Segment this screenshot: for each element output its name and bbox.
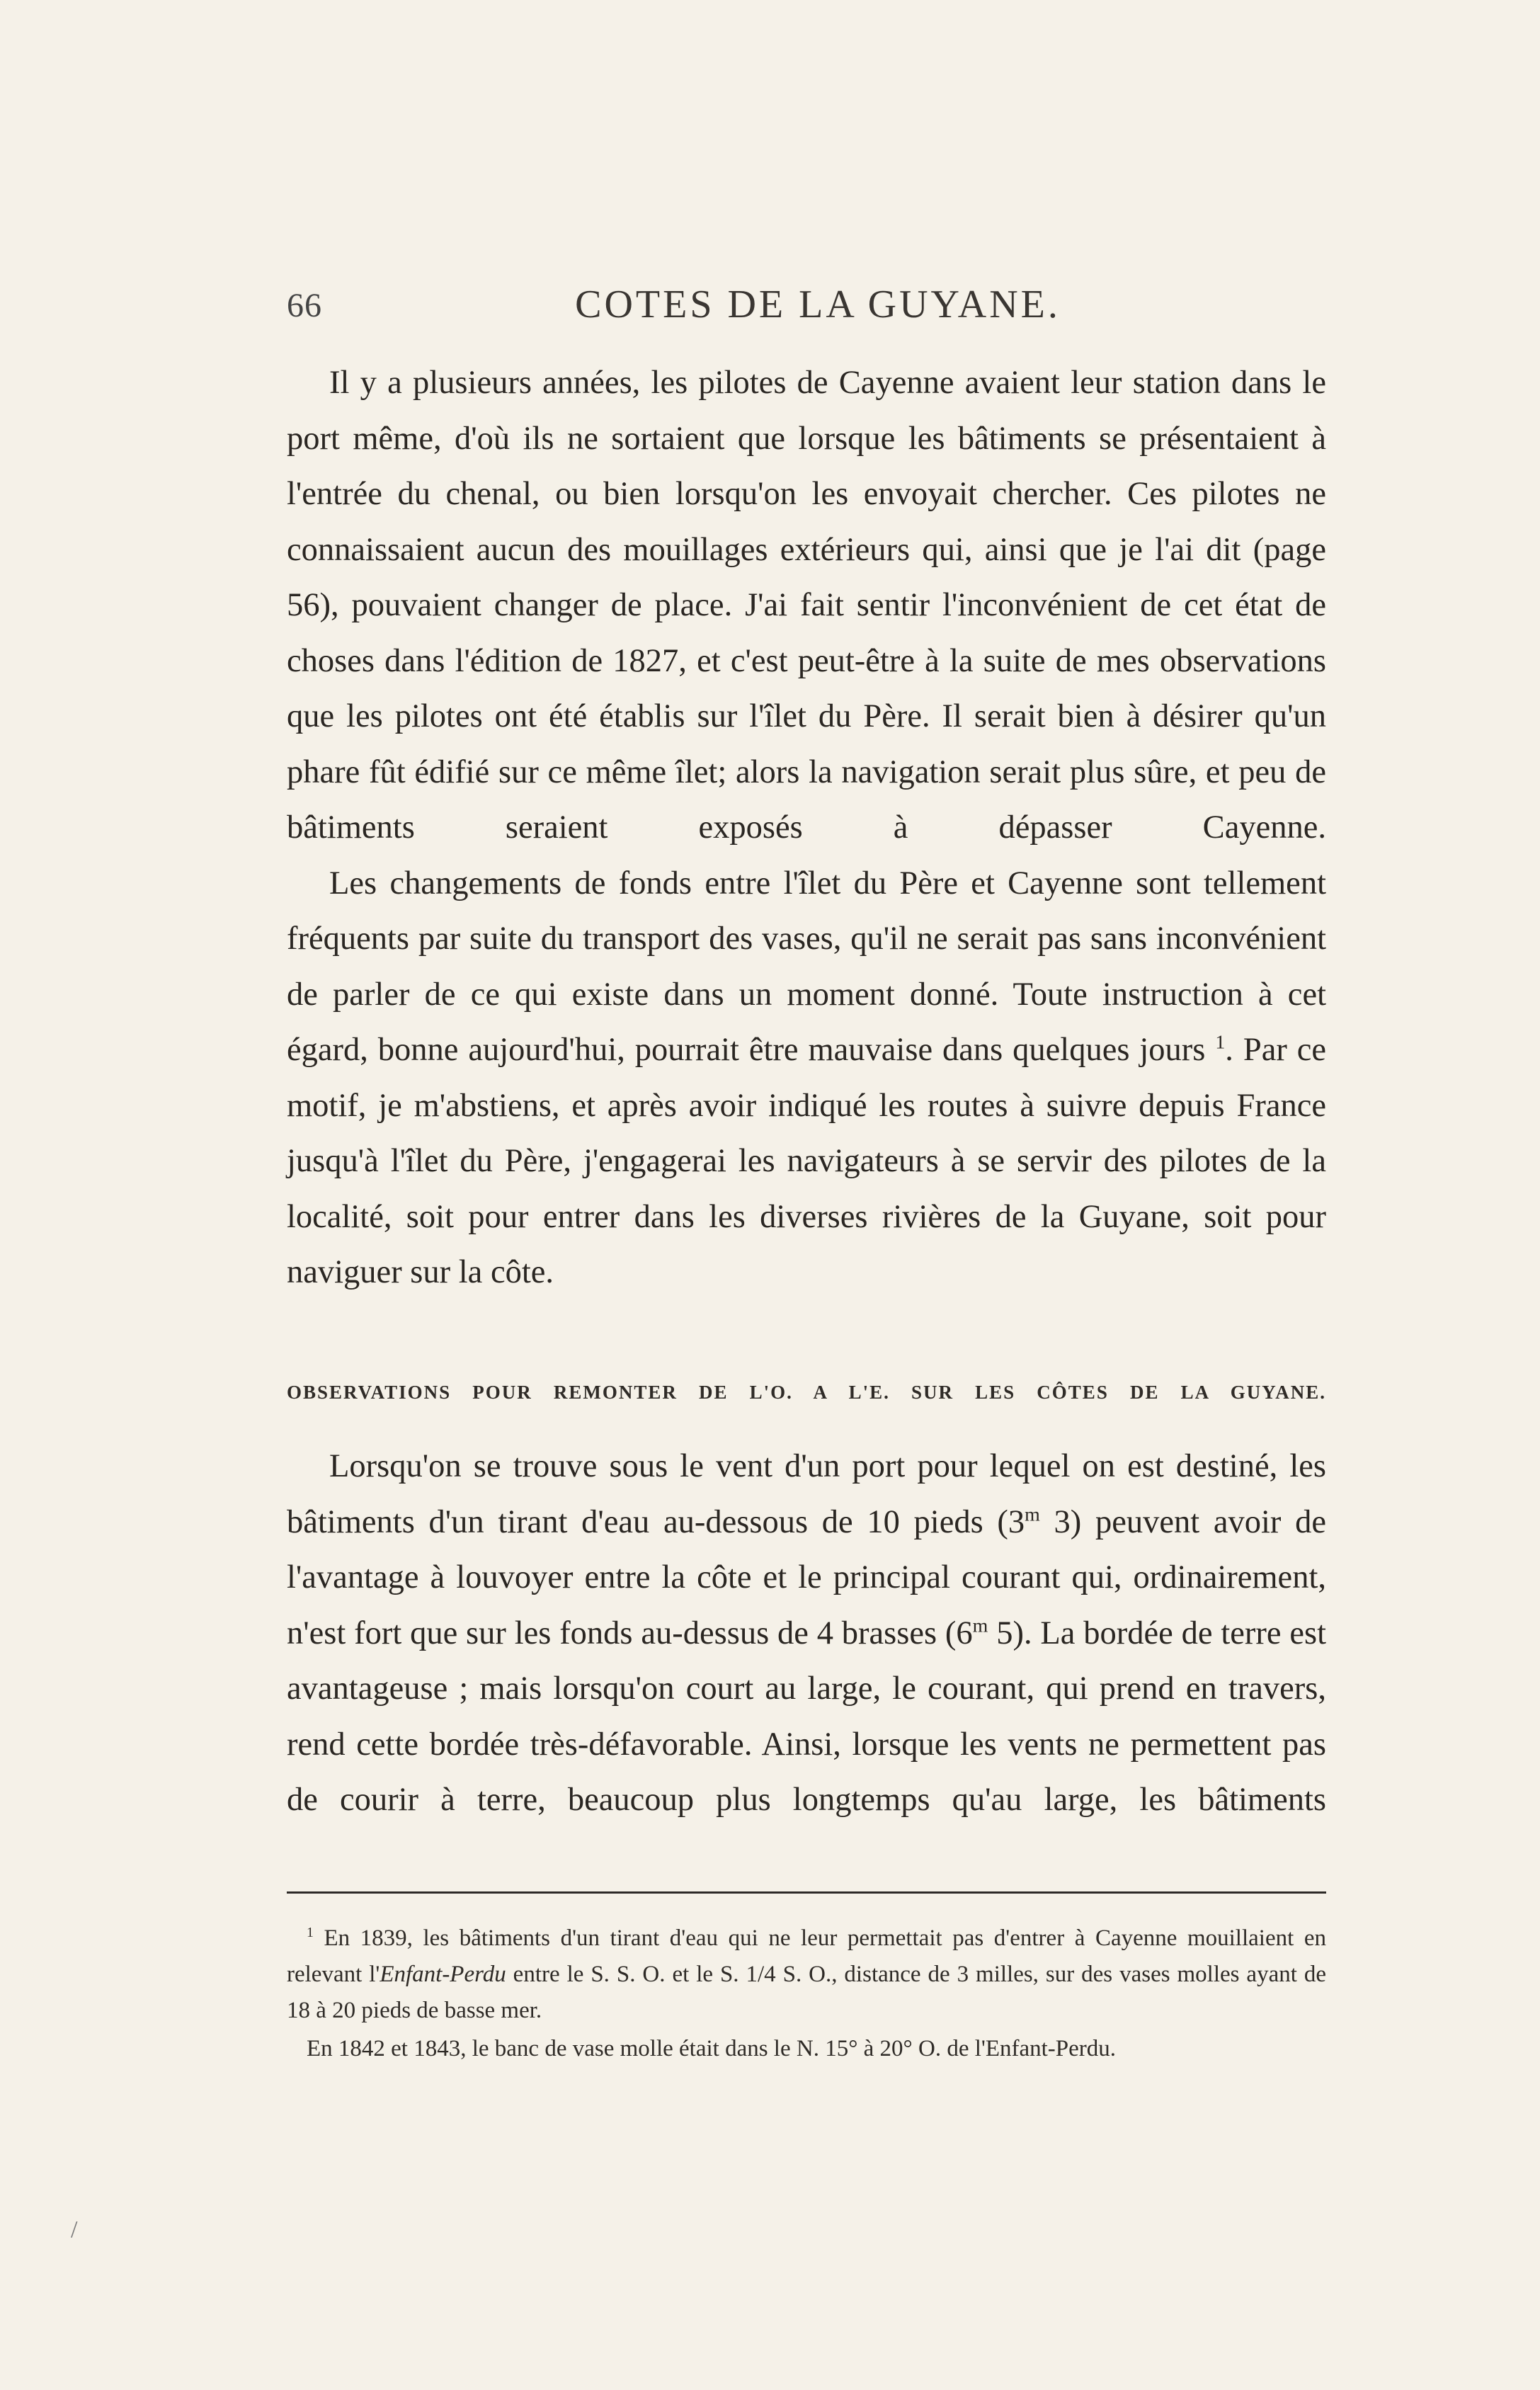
section-heading: OBSERVATIONS POUR REMONTER DE L'O. A L'E. SUR LES CÔTES DE LA GUYANE. — [287, 1382, 1326, 1403]
footnote-2: En 1842 et 1843, le banc de vase molle était dans le N. 15° à 20° O. de l'Enfant-Perdu. — [307, 2036, 1117, 2061]
footnote-1-text-b: entre le S. S. O. et le S. 1/4 S. O., distance de 3 milles, sur des vases molles ayant de 18 à 20 pieds de basse mer. — [287, 1962, 1326, 2023]
main-text — [287, 355, 1326, 1301]
section-text — [287, 1439, 1326, 1828]
paragraph-2-text-a: Les changements de fonds entre l'îlet du Père et Cayenne sont tellement fréquents par suite du transport des vases, qu'il ne serait pas sans inconvénient de parler de ce qui existe dans un moment donné. Toute instruction à cet égard, bonne aujourd'hui, pourrait être mauvaise dans quelques jours — [287, 865, 1326, 1068]
footnote-divider — [287, 1891, 1326, 1894]
unit-superscript: m — [972, 1615, 988, 1637]
running-title: COTES DE LA GUYANE. — [575, 283, 1061, 326]
footnotes — [287, 1920, 1326, 2067]
footnote-1-place-name: Enfant-Perdu — [380, 1962, 506, 1987]
section-text-c: 5). La bordée de terre est avantageuse ; mais lorsqu'on court au large, le courant, qui prend en travers, rend cette bordée très-défavorable. Ainsi, lorsque les vents ne permettent pas de courir à terre, beaucoup plus longtemps qu'au large, les bâtiments — [287, 1615, 1326, 1818]
paragraph-1: Il y a plusieurs années, les pilotes de Cayenne avaient leur station dans le port même, d'où ils ne sortaient que lorsque les bâtiments se présentaient à l'entrée du chenal, ou bien lorsqu'on les envoyait chercher. Ces pilotes ne connaissaient aucun des mouillages extérieurs qui, ainsi que je l'ai dit (page 56), pouvaient changer de place. J'ai fait sentir l'inconvénient de cet état de choses dans l'édition de 1827, et c'est peut-être à la suite de mes observations que les pilotes ont été établis sur l'îlet du Père. Il serait bien à désirer qu'un phare fût édifié sur ce même îlet; alors la navigation serait plus sûre, et peu de bâtiments seraient exposés à dépasser Cayenne. — [287, 365, 1326, 846]
footnote-1 — [287, 1920, 1326, 2029]
footnote-reference[interactable]: 1 — [1215, 1031, 1226, 1054]
section-paragraph — [287, 1439, 1326, 1828]
paragraph-2 — [287, 856, 1326, 1301]
unit-superscript: m — [1025, 1503, 1040, 1525]
footnote-1-text-a: En 1839, les bâtiments d'un tirant d'eau qui ne leur permettait pas d'entrer à Cayenne mouillaient en relevant l' — [287, 1925, 1326, 1987]
paragraph-2-text-b: . Par ce motif, je m'abstiens, et après avoir indiqué les routes à suivre depuis France jusqu'à l'îlet du Père, j'engagerai les navigateurs à se servir des pilotes de la localité, soit pour entrer dans les diverses rivières de la Guyane, soit pour naviguer sur la côte. — [287, 1032, 1327, 1290]
footnote-marker: 1 — [307, 1925, 314, 1940]
section-text-b: 3) peuvent avoir de l'avantage à louvoyer entre la côte et le principal courant qui, ordinairement, n'est fort que sur les fonds au-dessus de 4 brasses (6 — [287, 1503, 1326, 1651]
page-header — [287, 282, 1349, 331]
page-number: 66 — [287, 287, 322, 324]
margin-mark: / — [71, 2217, 78, 2243]
section-text-a: Lorsqu'on se trouve sous le vent d'un port pour lequel on est destiné, les bâtiments d'un tirant d'eau au-dessous de 10 pieds (3 — [287, 1448, 1326, 1540]
